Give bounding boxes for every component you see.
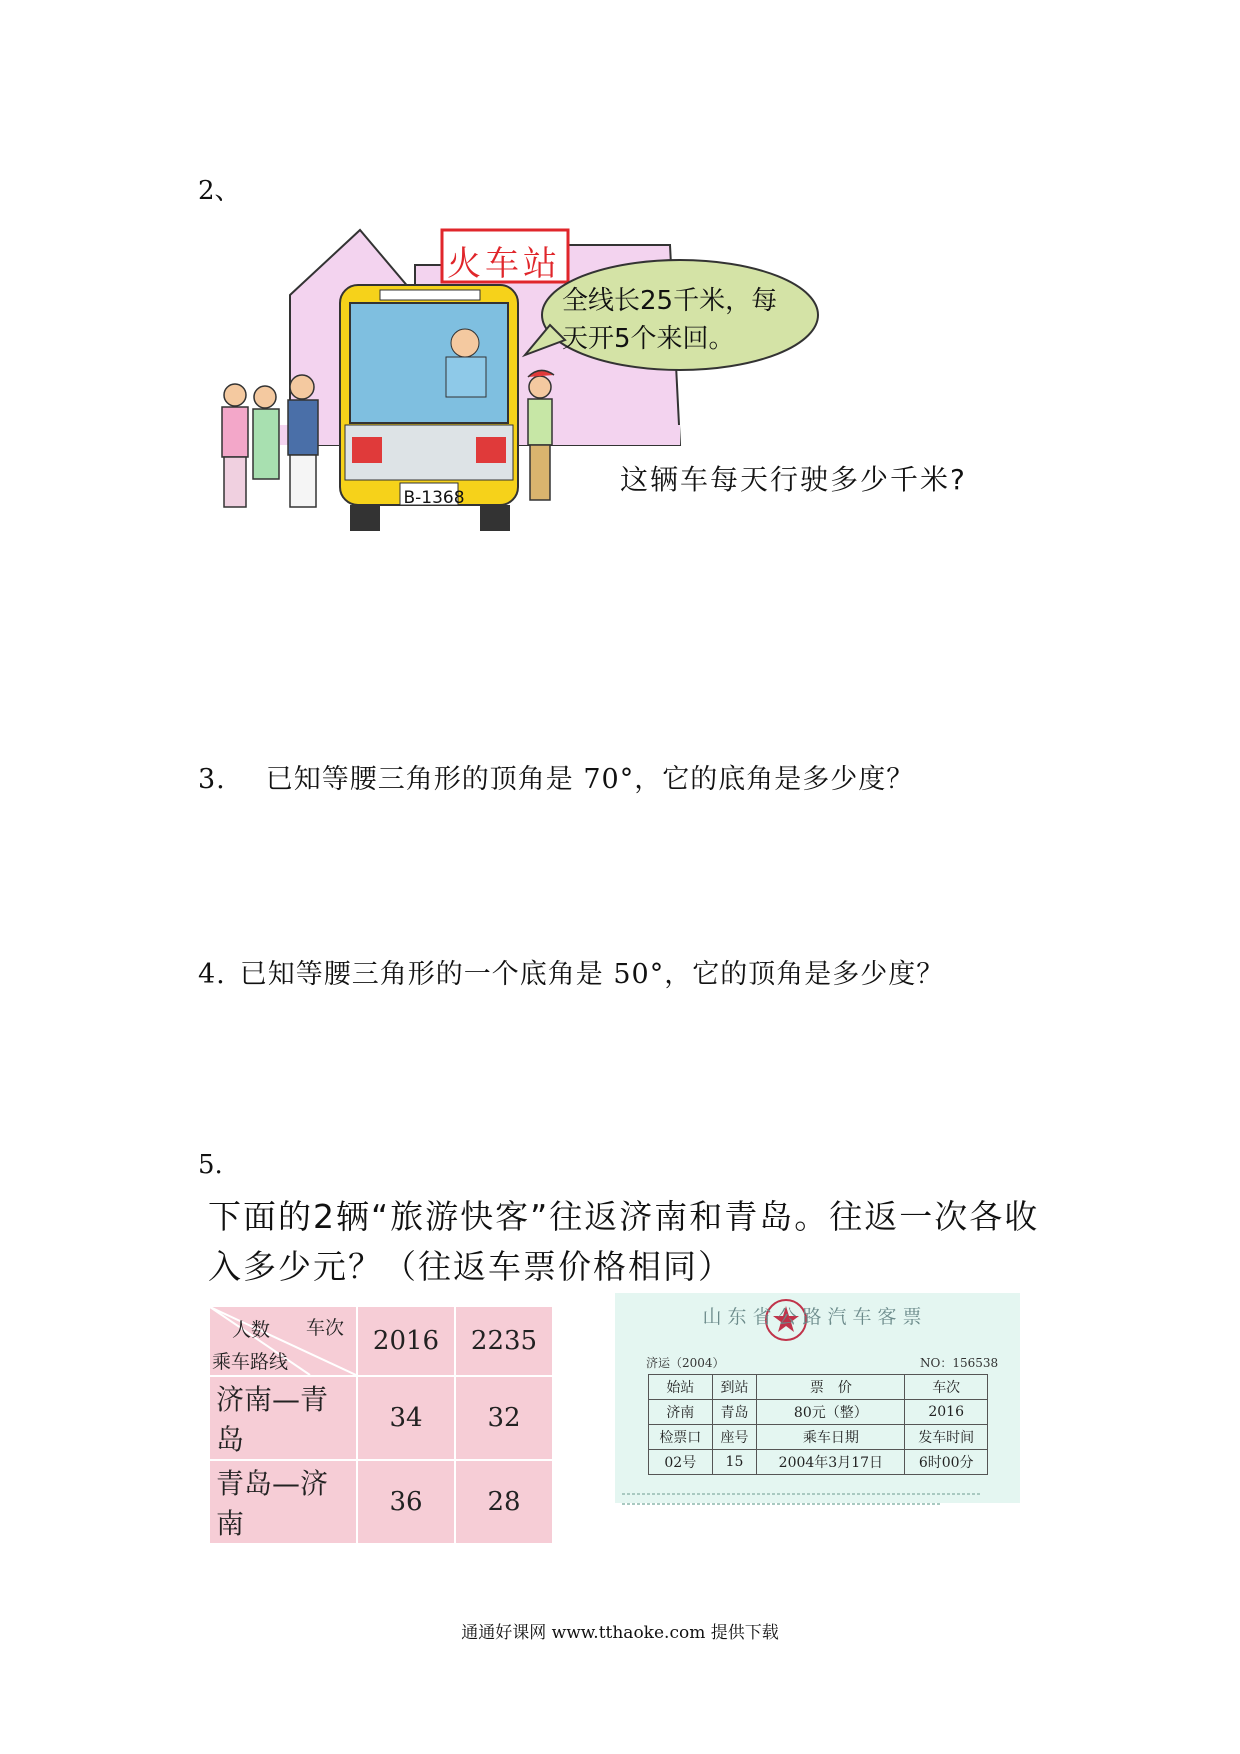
column-header: 2016: [357, 1306, 455, 1376]
ticket-cell: 15: [712, 1450, 757, 1475]
route-cell: 济南—青岛: [209, 1376, 357, 1460]
ticket-code: 济运（2004）: [646, 1356, 725, 1370]
table-header-row: [209, 1306, 553, 1376]
speech-text: 全线长25千米，每天开5个来回。: [562, 286, 778, 354]
question-3: [198, 757, 914, 796]
value-cell: 32: [455, 1376, 553, 1460]
table-corner-header: [209, 1306, 357, 1376]
question-4-number: 4.: [198, 959, 226, 990]
value-cell: 34: [357, 1376, 455, 1460]
value-cell: 28: [455, 1460, 553, 1544]
ticket-row: [649, 1450, 988, 1475]
ticket-number: NO：156538: [920, 1356, 999, 1370]
question-2-caption: 这辆车每天行驶多少千米?: [620, 463, 967, 496]
ticket-cell: 济南: [649, 1400, 713, 1425]
question-5-text: 下面的2辆“旅游快客”往返济南和青岛。往返一次各收入多少元？（往返车票价格相同）: [208, 1197, 1040, 1286]
ticket-cell: 票 价: [757, 1375, 905, 1400]
ticket-cell: 发车时间: [905, 1425, 988, 1450]
header-route: 乘车路线: [212, 1351, 289, 1373]
ticket-cell: 座号: [712, 1425, 757, 1450]
ticket-cell: 始站: [649, 1375, 713, 1400]
station-sign: 火车站: [447, 244, 561, 284]
question-2-number: 2、: [198, 176, 241, 206]
ticket-row: [649, 1400, 988, 1425]
ticket-cell: 80元（整）: [757, 1400, 905, 1425]
ticket-cell: 2016: [905, 1400, 988, 1425]
ticket-fine-print: [622, 1490, 1002, 1510]
ticket-cell: 青岛: [712, 1400, 757, 1425]
table-row: [209, 1460, 553, 1544]
header-train: 车次: [306, 1317, 345, 1339]
question-5-number: 5.: [198, 1150, 223, 1180]
value-cell: 36: [357, 1460, 455, 1544]
ticket-cell: 乘车日期: [757, 1425, 905, 1450]
ticket-cell: 到站: [712, 1375, 757, 1400]
header-people: 人数: [232, 1319, 271, 1341]
ticket-row: [649, 1425, 988, 1450]
ticket-row: [649, 1375, 988, 1400]
ticket-table: [648, 1374, 988, 1475]
question-3-number: 3.: [198, 764, 226, 795]
column-header: 2235: [455, 1306, 553, 1376]
page-footer: 通通好课网 www.tthaoke.com 提供下载: [461, 1623, 779, 1643]
ticket-cell: 6时00分: [905, 1450, 988, 1475]
ticket-title: 山东省公路汽车客票: [702, 1306, 928, 1328]
question-4: [198, 952, 944, 991]
question-3-text: 已知等腰三角形的顶角是 70°，它的底角是多少度？: [265, 764, 915, 795]
table-row: [209, 1376, 553, 1460]
question-4-text: 已知等腰三角形的一个底角是 50°，它的顶角是多少度？: [239, 959, 945, 990]
ticket-cell: 02号: [649, 1450, 713, 1475]
license-plate: B-1368: [403, 488, 465, 508]
route-cell: 青岛—济南: [209, 1460, 357, 1544]
ticket-cell: 车次: [905, 1375, 988, 1400]
ticket-cell: 检票口: [649, 1425, 713, 1450]
ticket-cell: 2004年3月17日: [757, 1450, 905, 1475]
passenger-table: [208, 1305, 554, 1545]
